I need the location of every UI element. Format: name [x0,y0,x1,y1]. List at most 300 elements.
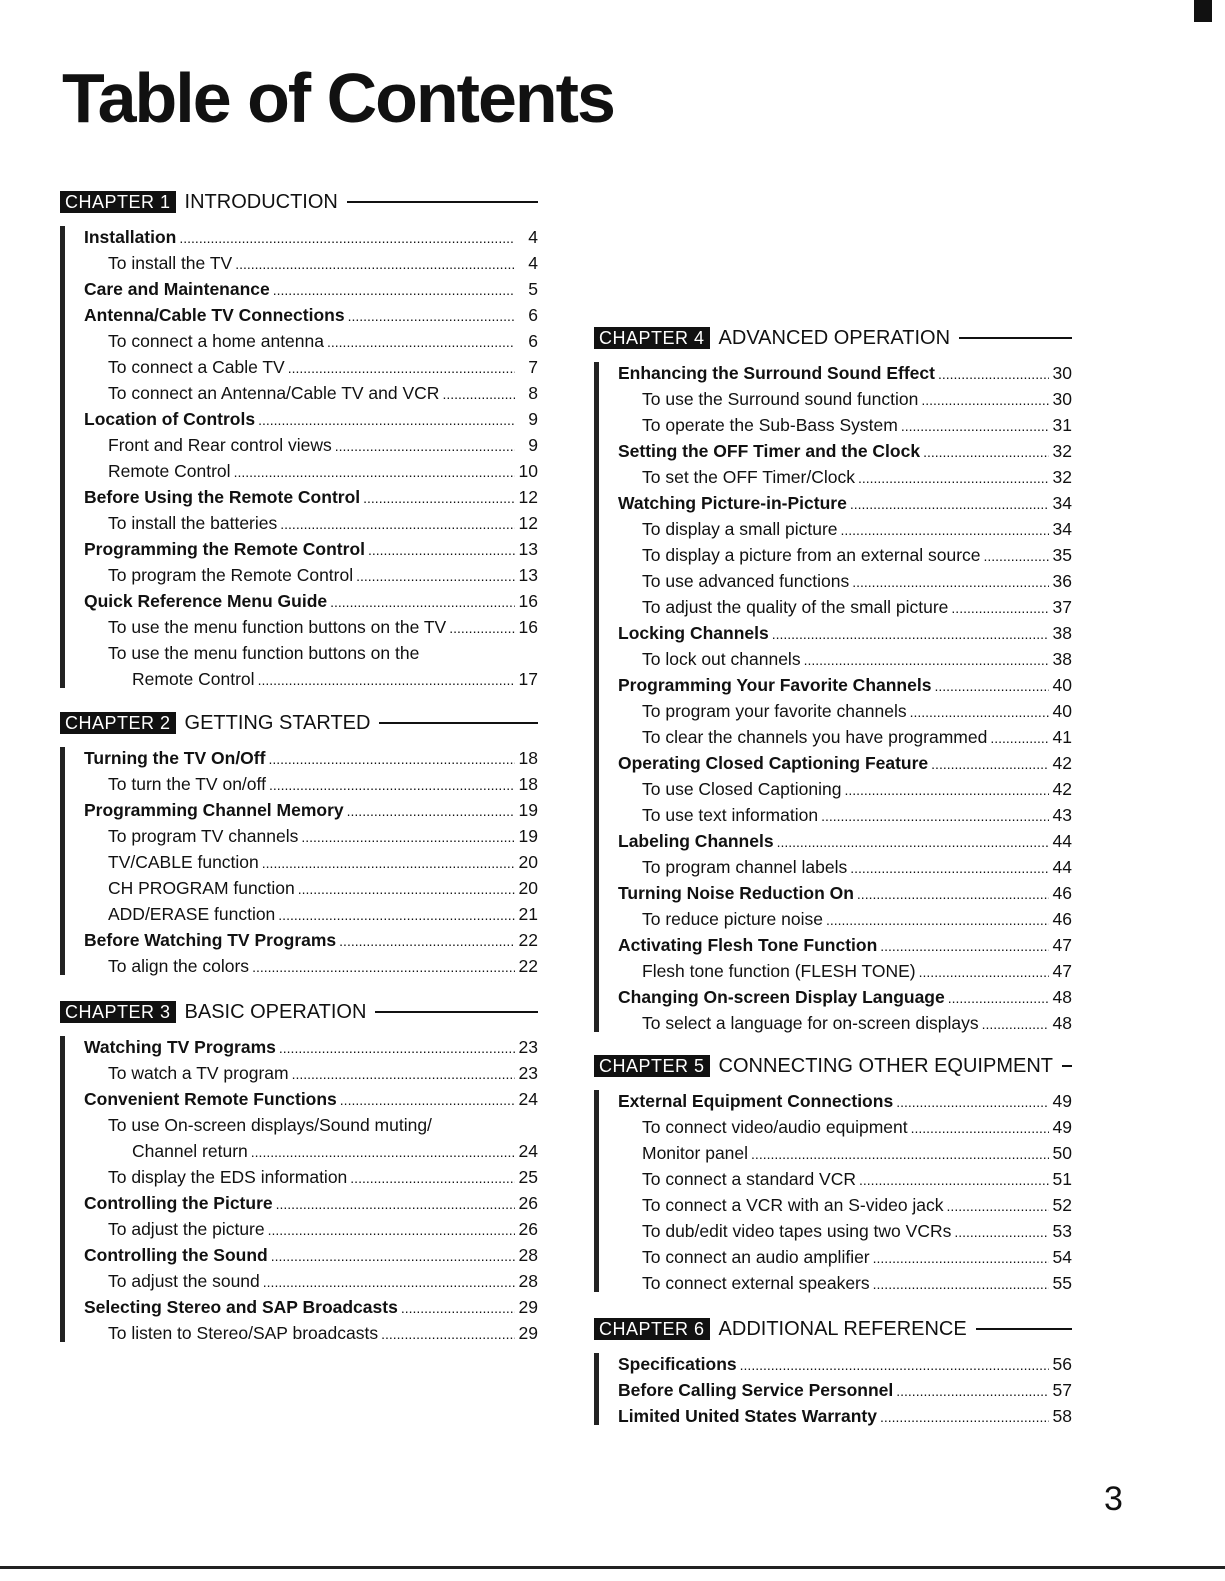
chapter-rule [1062,1065,1072,1067]
entry-page: 19 [518,826,538,846]
dot-leader [335,433,515,459]
entry-page: 53 [1052,1221,1072,1241]
chapter-section [60,711,538,979]
dot-leader [381,1321,515,1347]
toc-entry[interactable] [618,1270,1072,1296]
toc-entry[interactable] [84,1112,538,1138]
chapter-section [60,1000,538,1346]
toc-entry[interactable] [618,516,1072,542]
toc-entry[interactable] [84,640,538,666]
chapter-header [594,326,1072,350]
entry-page: 31 [1052,415,1072,435]
toc-entry[interactable] [618,464,1072,490]
entry-title: Enhancing the Surround Sound Effect [618,363,935,383]
entry-title: Before Calling Service Personnel [618,1380,894,1400]
dot-leader [269,772,515,798]
entry-page: 26 [518,1193,538,1213]
entry-title: Controlling the Picture [84,1193,273,1213]
entry-page: 47 [1052,961,1072,981]
entry-page: 42 [1052,779,1072,799]
chapter-rule [379,722,538,724]
chapter-title: BASIC OPERATION [184,1000,367,1023]
entry-title: Before Watching TV Programs [84,930,337,950]
toc-entry[interactable] [618,1192,1072,1218]
dot-leader [356,563,515,589]
chapter-title: INTRODUCTION [184,190,338,213]
chapter-badge: CHAPTER 5 [594,1055,710,1077]
toc-entry[interactable] [84,276,538,302]
dot-leader [179,225,515,251]
toc-entry[interactable] [618,984,1072,1010]
side-bar [60,1036,65,1342]
toc-entry[interactable] [84,797,538,823]
toc-entry[interactable] [618,1010,1072,1036]
entry-title: To adjust the picture [108,1219,265,1239]
toc-entry[interactable] [618,724,1072,750]
entry-page: 6 [528,305,538,325]
entry-page: 48 [1052,987,1072,1007]
toc-entry[interactable] [84,458,538,484]
entry-page: 40 [1052,675,1072,695]
dot-leader [990,725,1049,751]
entry-page: 34 [1052,493,1072,513]
toc-entry[interactable] [618,594,1072,620]
entry-page: 23 [518,1037,538,1057]
chapter-section [594,326,1072,1036]
entry-page: 7 [528,357,538,377]
side-bar [60,226,65,688]
dot-leader [301,824,515,850]
dot-leader [330,589,515,615]
entry-page: 47 [1052,935,1072,955]
dot-leader [278,902,515,928]
entry-page: 18 [518,774,538,794]
toc-entry[interactable] [618,750,1072,776]
entry-page: 9 [528,435,538,455]
toc-entry[interactable] [84,1190,538,1216]
entry-page: 38 [1052,649,1072,669]
toc-entry[interactable] [84,1294,538,1320]
entry-title: To program your favorite channels [642,701,907,721]
toc-entry[interactable] [84,1034,538,1060]
chapter-rule [347,201,538,203]
entry-title: To connect a VCR with an S-video jack [642,1195,944,1215]
entry-title: To connect an Antenna/Cable TV and VCR [108,383,440,403]
entry-title: To connect a Cable TV [108,357,285,377]
entry-title: Convenient Remote Functions [84,1089,337,1109]
toc-entry[interactable] [84,432,538,458]
toc-entry[interactable] [618,1140,1072,1166]
toc-entry[interactable] [84,666,538,692]
entry-title: Remote Control [108,461,231,481]
entry-list [594,1088,1072,1296]
toc-entry[interactable] [618,1088,1072,1114]
entry-title: To use the menu function buttons on the TV [108,617,447,637]
chapter-section [594,1317,1072,1429]
entry-page: 23 [518,1063,538,1083]
dot-leader [235,251,515,277]
entry-title: Antenna/Cable TV Connections [84,305,345,325]
chapter-badge: CHAPTER 3 [60,1001,176,1023]
chapter-rule [375,1011,538,1013]
toc-entry[interactable] [84,510,538,536]
toc-entry[interactable] [84,328,538,354]
toc-entry[interactable] [618,906,1072,932]
entry-title: Remote Control [132,669,255,689]
entry-page: 32 [1052,467,1072,487]
entry-page: 13 [518,539,538,559]
dot-leader [910,699,1049,725]
dot-leader [271,1243,515,1269]
dot-leader [911,1115,1049,1141]
toc-entry[interactable] [84,380,538,406]
entry-title: To lock out channels [642,649,801,669]
toc-entry[interactable] [84,588,538,614]
toc-entry[interactable] [84,927,538,953]
toc-entry[interactable] [84,302,538,328]
entry-page: 58 [1052,1406,1072,1426]
entry-title: Specifications [618,1354,737,1374]
chapter-title: GETTING STARTED [184,711,371,734]
entry-page: 21 [518,904,538,924]
entry-title: Programming the Remote Control [84,539,365,559]
entry-title: To display a picture from an external source [642,545,981,565]
chapter-header [594,1054,1072,1078]
dot-leader [298,876,515,902]
toc-entry[interactable] [84,953,538,979]
entry-page: 12 [518,487,538,507]
entry-page: 24 [518,1089,538,1109]
entry-page: 16 [518,591,538,611]
entry-title: CH PROGRAM function [108,878,295,898]
toc-entry[interactable] [618,698,1072,724]
toc-entry[interactable] [618,386,1072,412]
toc-entry[interactable] [618,1351,1072,1377]
entry-page: 44 [1052,831,1072,851]
entry-page: 30 [1052,389,1072,409]
dot-leader [252,954,515,980]
entry-title: Turning Noise Reduction On [618,883,854,903]
entry-page: 41 [1052,727,1072,747]
toc-entry[interactable] [84,406,538,432]
entry-page: 25 [518,1167,538,1187]
dot-leader [772,621,1049,647]
dot-leader [442,381,515,407]
dot-leader [982,1011,1049,1037]
chapter-rule [959,337,1072,339]
dot-leader [951,595,1049,621]
dot-leader [347,798,515,824]
dot-leader [852,569,1049,595]
entry-title: To connect a home antenna [108,331,324,351]
entry-title: To operate the Sub-Bass System [642,415,898,435]
entry-title: To use On-screen displays/Sound muting/ [108,1115,432,1135]
toc-entry[interactable] [84,224,538,250]
toc-entry[interactable] [618,880,1072,906]
chapter-rule [976,1328,1072,1330]
dot-leader [938,361,1049,387]
entry-title: ADD/ERASE function [108,904,276,924]
dot-leader [948,985,1049,1011]
chapter-header [60,711,538,735]
entry-title: Activating Flesh Tone Function [618,935,878,955]
entry-page: 46 [1052,909,1072,929]
entry-page: 19 [518,800,538,820]
toc-entry[interactable] [618,1114,1072,1140]
entry-page: 51 [1052,1169,1072,1189]
entry-title: To install the batteries [108,513,278,533]
dot-leader [880,933,1049,959]
entry-title: TV/CABLE function [108,852,259,872]
toc-entry[interactable] [84,1138,538,1164]
toc-entry[interactable] [84,875,538,901]
toc-entry[interactable] [84,614,538,640]
entry-title: To connect video/audio equipment [642,1117,908,1137]
entry-page: 28 [518,1245,538,1265]
entry-title: To use text information [642,805,819,825]
entry-page: 29 [518,1323,538,1343]
toc-entry[interactable] [618,412,1072,438]
toc-entry[interactable] [618,568,1072,594]
toc-entry[interactable] [84,562,538,588]
entry-page: 28 [518,1271,538,1291]
dot-leader [263,1269,515,1295]
entry-title: Turning the TV On/Off [84,748,266,768]
entry-title: To adjust the sound [108,1271,260,1291]
dot-leader [896,1378,1049,1404]
entry-title: Changing On-screen Display Language [618,987,945,1007]
toc-entry[interactable] [618,1166,1072,1192]
toc-entry[interactable] [84,1320,538,1346]
toc-entry[interactable] [618,828,1072,854]
entry-page: 22 [518,930,538,950]
chapter-badge: CHAPTER 6 [594,1318,710,1340]
chapter-badge: CHAPTER 1 [60,191,176,213]
entry-title: To turn the TV on/off [108,774,266,794]
entry-page: 55 [1052,1273,1072,1293]
dot-leader [339,928,515,954]
dot-leader [919,959,1049,985]
entry-page: 36 [1052,571,1072,591]
entry-page: 30 [1052,363,1072,383]
entry-title: Selecting Stereo and SAP Broadcasts [84,1297,398,1317]
dot-leader [276,1191,515,1217]
entry-list [60,1034,538,1346]
toc-entry[interactable] [618,542,1072,568]
entry-page: 35 [1052,545,1072,565]
toc-entry[interactable] [618,802,1072,828]
entry-title: Front and Rear control views [108,435,332,455]
entry-page: 20 [518,878,538,898]
dot-leader [931,751,1049,777]
entry-page: 34 [1052,519,1072,539]
entry-page: 42 [1052,753,1072,773]
toc-entry[interactable] [84,1086,538,1112]
entry-title: To set the OFF Timer/Clock [642,467,855,487]
entry-page: 46 [1052,883,1072,903]
toc-entry[interactable] [84,823,538,849]
dot-leader [826,907,1049,933]
registration-mark [1194,0,1212,22]
toc-entry[interactable] [618,1244,1072,1270]
entry-page: 12 [518,513,538,533]
dot-leader [280,511,515,537]
entry-title: Before Using the Remote Control [84,487,361,507]
entry-list [60,224,538,692]
entry-title: To program the Remote Control [108,565,354,585]
entry-title: Location of Controls [84,409,256,429]
entry-page: 6 [528,331,538,351]
dot-leader [288,355,515,381]
entry-page: 16 [518,617,538,637]
toc-entry[interactable] [618,360,1072,386]
toc-entry[interactable] [84,771,538,797]
toc-entry[interactable] [84,1268,538,1294]
entry-title: Labeling Channels [618,831,774,851]
dot-leader [363,485,515,511]
toc-entry[interactable] [84,536,538,562]
toc-entry[interactable] [84,901,538,927]
entry-page: 8 [528,383,538,403]
entry-page: 13 [518,565,538,585]
entry-page: 5 [528,279,538,299]
toc-entry[interactable] [84,745,538,771]
entry-list [60,745,538,979]
chapter-title: ADDITIONAL REFERENCE [718,1317,967,1340]
entry-title: To program TV channels [108,826,299,846]
entry-title: To clear the channels you have programmed [642,727,988,747]
dot-leader [821,803,1049,829]
toc-entry[interactable] [84,354,538,380]
entry-page: 18 [518,748,538,768]
chapter-header [60,1000,538,1024]
chapter-badge: CHAPTER 2 [60,712,176,734]
entry-title: Programming Channel Memory [84,800,344,820]
dot-leader [947,1193,1049,1219]
dot-leader [292,1061,515,1087]
entry-title: To install the TV [108,253,233,273]
entry-page: 56 [1052,1354,1072,1374]
entry-title: Controlling the Sound [84,1245,268,1265]
entry-page: 43 [1052,805,1072,825]
dot-leader [268,746,515,772]
dot-leader [859,1167,1049,1193]
entry-title: Flesh tone function (FLESH TONE) [642,961,916,981]
entry-title: To connect an audio amplifier [642,1247,870,1267]
chapter-header [60,190,538,214]
entry-title: To align the colors [108,956,250,976]
entry-title: To select a language for on-screen displays [642,1013,979,1033]
entry-page: 9 [528,409,538,429]
dot-leader [368,537,515,563]
side-bar [594,1353,599,1425]
dot-leader [857,881,1049,907]
dot-leader [234,459,515,485]
entry-page: 37 [1052,597,1072,617]
entry-title: To use Closed Captioning [642,779,842,799]
toc-entry[interactable] [84,484,538,510]
chapter-badge: CHAPTER 4 [594,327,710,349]
toc-entry[interactable] [618,438,1072,464]
toc-entry[interactable] [618,1218,1072,1244]
toc-entry[interactable] [618,646,1072,672]
entry-title: Monitor panel [642,1143,749,1163]
entry-title: External Equipment Connections [618,1091,894,1111]
toc-entry[interactable] [84,1060,538,1086]
entry-page: 24 [518,1141,538,1161]
page-number: 3 [1104,1480,1123,1518]
entry-title: Setting the OFF Timer and the Clock [618,441,921,461]
entry-title: Operating Closed Captioning Feature [618,753,929,773]
dot-leader [340,1087,515,1113]
dot-leader [858,465,1049,491]
toc-entry[interactable] [84,1164,538,1190]
toc-entry[interactable] [618,490,1072,516]
entry-title: Watching TV Programs [84,1037,276,1057]
chapter-section [594,1054,1072,1296]
entry-title: To use the Surround sound function [642,389,919,409]
entry-page: 48 [1052,1013,1072,1033]
entry-title: Watching Picture-in-Picture [618,493,847,513]
entry-title: Quick Reference Menu Guide [84,591,328,611]
chapter-title: ADVANCED OPERATION [718,326,951,349]
toc-entry[interactable] [84,250,538,276]
toc-entry[interactable] [618,1377,1072,1403]
dot-leader [901,413,1049,439]
entry-page: 40 [1052,701,1072,721]
dot-leader [401,1295,515,1321]
entry-title: Installation [84,227,177,247]
toc-entry[interactable] [618,932,1072,958]
chapter-title: CONNECTING OTHER EQUIPMENT [718,1054,1053,1077]
side-bar [594,362,599,1032]
toc-entry[interactable] [618,854,1072,880]
entry-page: 54 [1052,1247,1072,1267]
dot-leader [740,1352,1049,1378]
entry-page: 32 [1052,441,1072,461]
toc-entry[interactable] [84,1216,538,1242]
dot-leader [273,277,515,303]
entry-page: 29 [518,1297,538,1317]
toc-entry[interactable] [618,958,1072,984]
dot-leader [841,517,1050,543]
entry-title: To use advanced functions [642,571,850,591]
dot-leader [804,647,1049,673]
dot-leader [279,1035,515,1061]
dot-leader [880,1404,1049,1430]
entry-title: Care and Maintenance [84,279,270,299]
entry-page: 49 [1052,1117,1072,1137]
toc-entry[interactable] [618,776,1072,802]
entry-page: 4 [528,227,538,247]
entry-page: 4 [528,253,538,273]
dot-leader [327,329,515,355]
dot-leader [850,855,1049,881]
entry-title: Programming Your Favorite Channels [618,675,932,695]
dot-leader [850,491,1049,517]
side-bar [594,1090,599,1292]
entry-title: To watch a TV program [108,1063,289,1083]
toc-entry[interactable] [84,849,538,875]
entry-title: To use the menu function buttons on the [108,643,420,663]
entry-page: 26 [518,1219,538,1239]
entry-title: To display the EDS information [108,1167,348,1187]
toc-entry[interactable] [618,672,1072,698]
toc-entry[interactable] [618,620,1072,646]
dot-leader [268,1217,515,1243]
toc-entry[interactable] [618,1403,1072,1429]
toc-entry[interactable] [84,1242,538,1268]
